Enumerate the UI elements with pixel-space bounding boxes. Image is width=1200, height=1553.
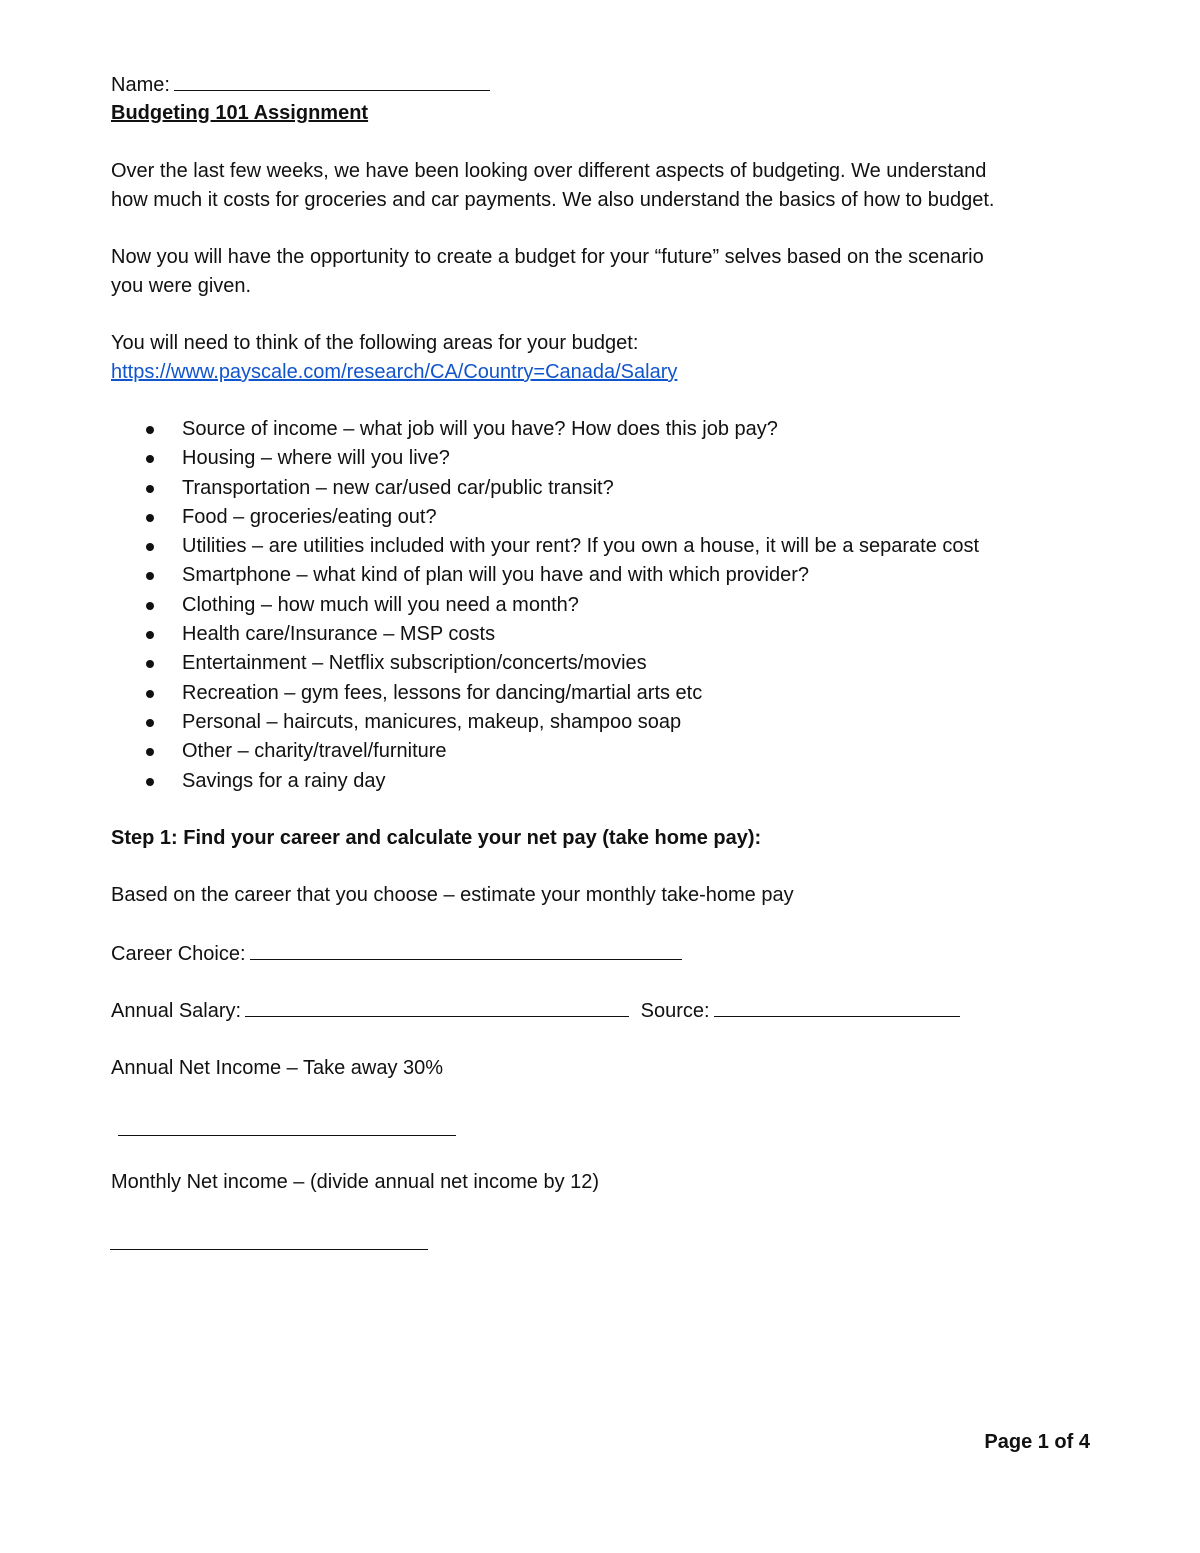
list-item: Personal – haircuts, manicures, makeup, shampoo soap: [146, 708, 979, 737]
budget-areas-list: [146, 415, 979, 796]
bullet-icon: [146, 455, 154, 463]
annual-net-income-field[interactable]: [118, 1135, 456, 1136]
list-item: Health care/Insurance – MSP costs: [146, 620, 979, 649]
intro-paragraph-2-line-2: you were given.: [111, 275, 252, 297]
list-item: Other – charity/travel/furniture: [146, 737, 979, 766]
list-item: Source of income – what job will you have? How does this job pay?: [146, 415, 979, 444]
bullet-icon: [146, 631, 154, 639]
source-field[interactable]: [714, 996, 960, 1017]
annual-salary-field[interactable]: [245, 996, 629, 1017]
name-line: [111, 70, 490, 99]
step-1-heading: Step 1: Find your career and calculate your net pay (take home pay):: [111, 827, 762, 849]
list-item: Smartphone – what kind of plan will you have and with which provider?: [146, 561, 979, 590]
payscale-link[interactable]: https://www.payscale.com/research/CA/Country=Canada/Salary: [111, 361, 678, 383]
career-choice-line: [111, 939, 682, 968]
bullet-icon: [146, 690, 154, 698]
bullet-icon: [146, 602, 154, 610]
list-item: Housing – where will you live?: [146, 444, 979, 473]
bullet-icon: [146, 485, 154, 493]
list-item: Utilities – are utilities included with your rent? If you own a house, it will be a separate cost: [146, 532, 979, 561]
intro-paragraph-3: You will need to think of the following areas for your budget:: [111, 332, 639, 354]
list-item: Transportation – new car/used car/public transit?: [146, 474, 979, 503]
career-choice-field[interactable]: [250, 939, 682, 960]
bullet-icon: [146, 514, 154, 522]
page-number: Page 1 of 4: [984, 1431, 1090, 1453]
list-item: Recreation – gym fees, lessons for dancing/martial arts etc: [146, 679, 979, 708]
list-item: Clothing – how much will you need a month?: [146, 591, 979, 620]
annual-net-income-label: Annual Net Income – Take away 30%: [111, 1057, 444, 1079]
bullet-icon: [146, 778, 154, 786]
list-item: Entertainment – Netflix subscription/concerts/movies: [146, 649, 979, 678]
bullet-icon: [146, 748, 154, 756]
source-label: Source:: [640, 1000, 710, 1022]
annual-salary-label: Annual Salary:: [111, 1000, 242, 1022]
monthly-net-income-label: Monthly Net income – (divide annual net income by 12): [111, 1171, 600, 1193]
career-choice-label: Career Choice:: [111, 943, 246, 965]
assignment-title: Budgeting 101 Assignment: [111, 102, 369, 124]
step-1-instruction: Based on the career that you choose – estimate your monthly take-home pay: [111, 884, 794, 906]
bullet-icon: [146, 426, 154, 434]
list-item: Food – groceries/eating out?: [146, 503, 979, 532]
bullet-icon: [146, 543, 154, 551]
intro-paragraph-1-line-1: Over the last few weeks, we have been looking over different aspects of budgeting. We understand: [111, 160, 987, 182]
salary-link-line: [111, 358, 677, 386]
bullet-icon: [146, 719, 154, 727]
name-label: Name:: [111, 74, 170, 96]
intro-paragraph-2-line-1: Now you will have the opportunity to create a budget for your “future” selves based on the scenario: [111, 246, 984, 268]
list-item: Savings for a rainy day: [146, 767, 979, 796]
bullet-icon: [146, 572, 154, 580]
monthly-net-income-field[interactable]: [110, 1249, 428, 1250]
bullet-icon: [146, 660, 154, 668]
salary-line: [111, 996, 960, 1025]
name-field[interactable]: [174, 70, 490, 91]
intro-paragraph-1-line-2: how much it costs for groceries and car payments. We also understand the basics of how to budget.: [111, 189, 995, 211]
